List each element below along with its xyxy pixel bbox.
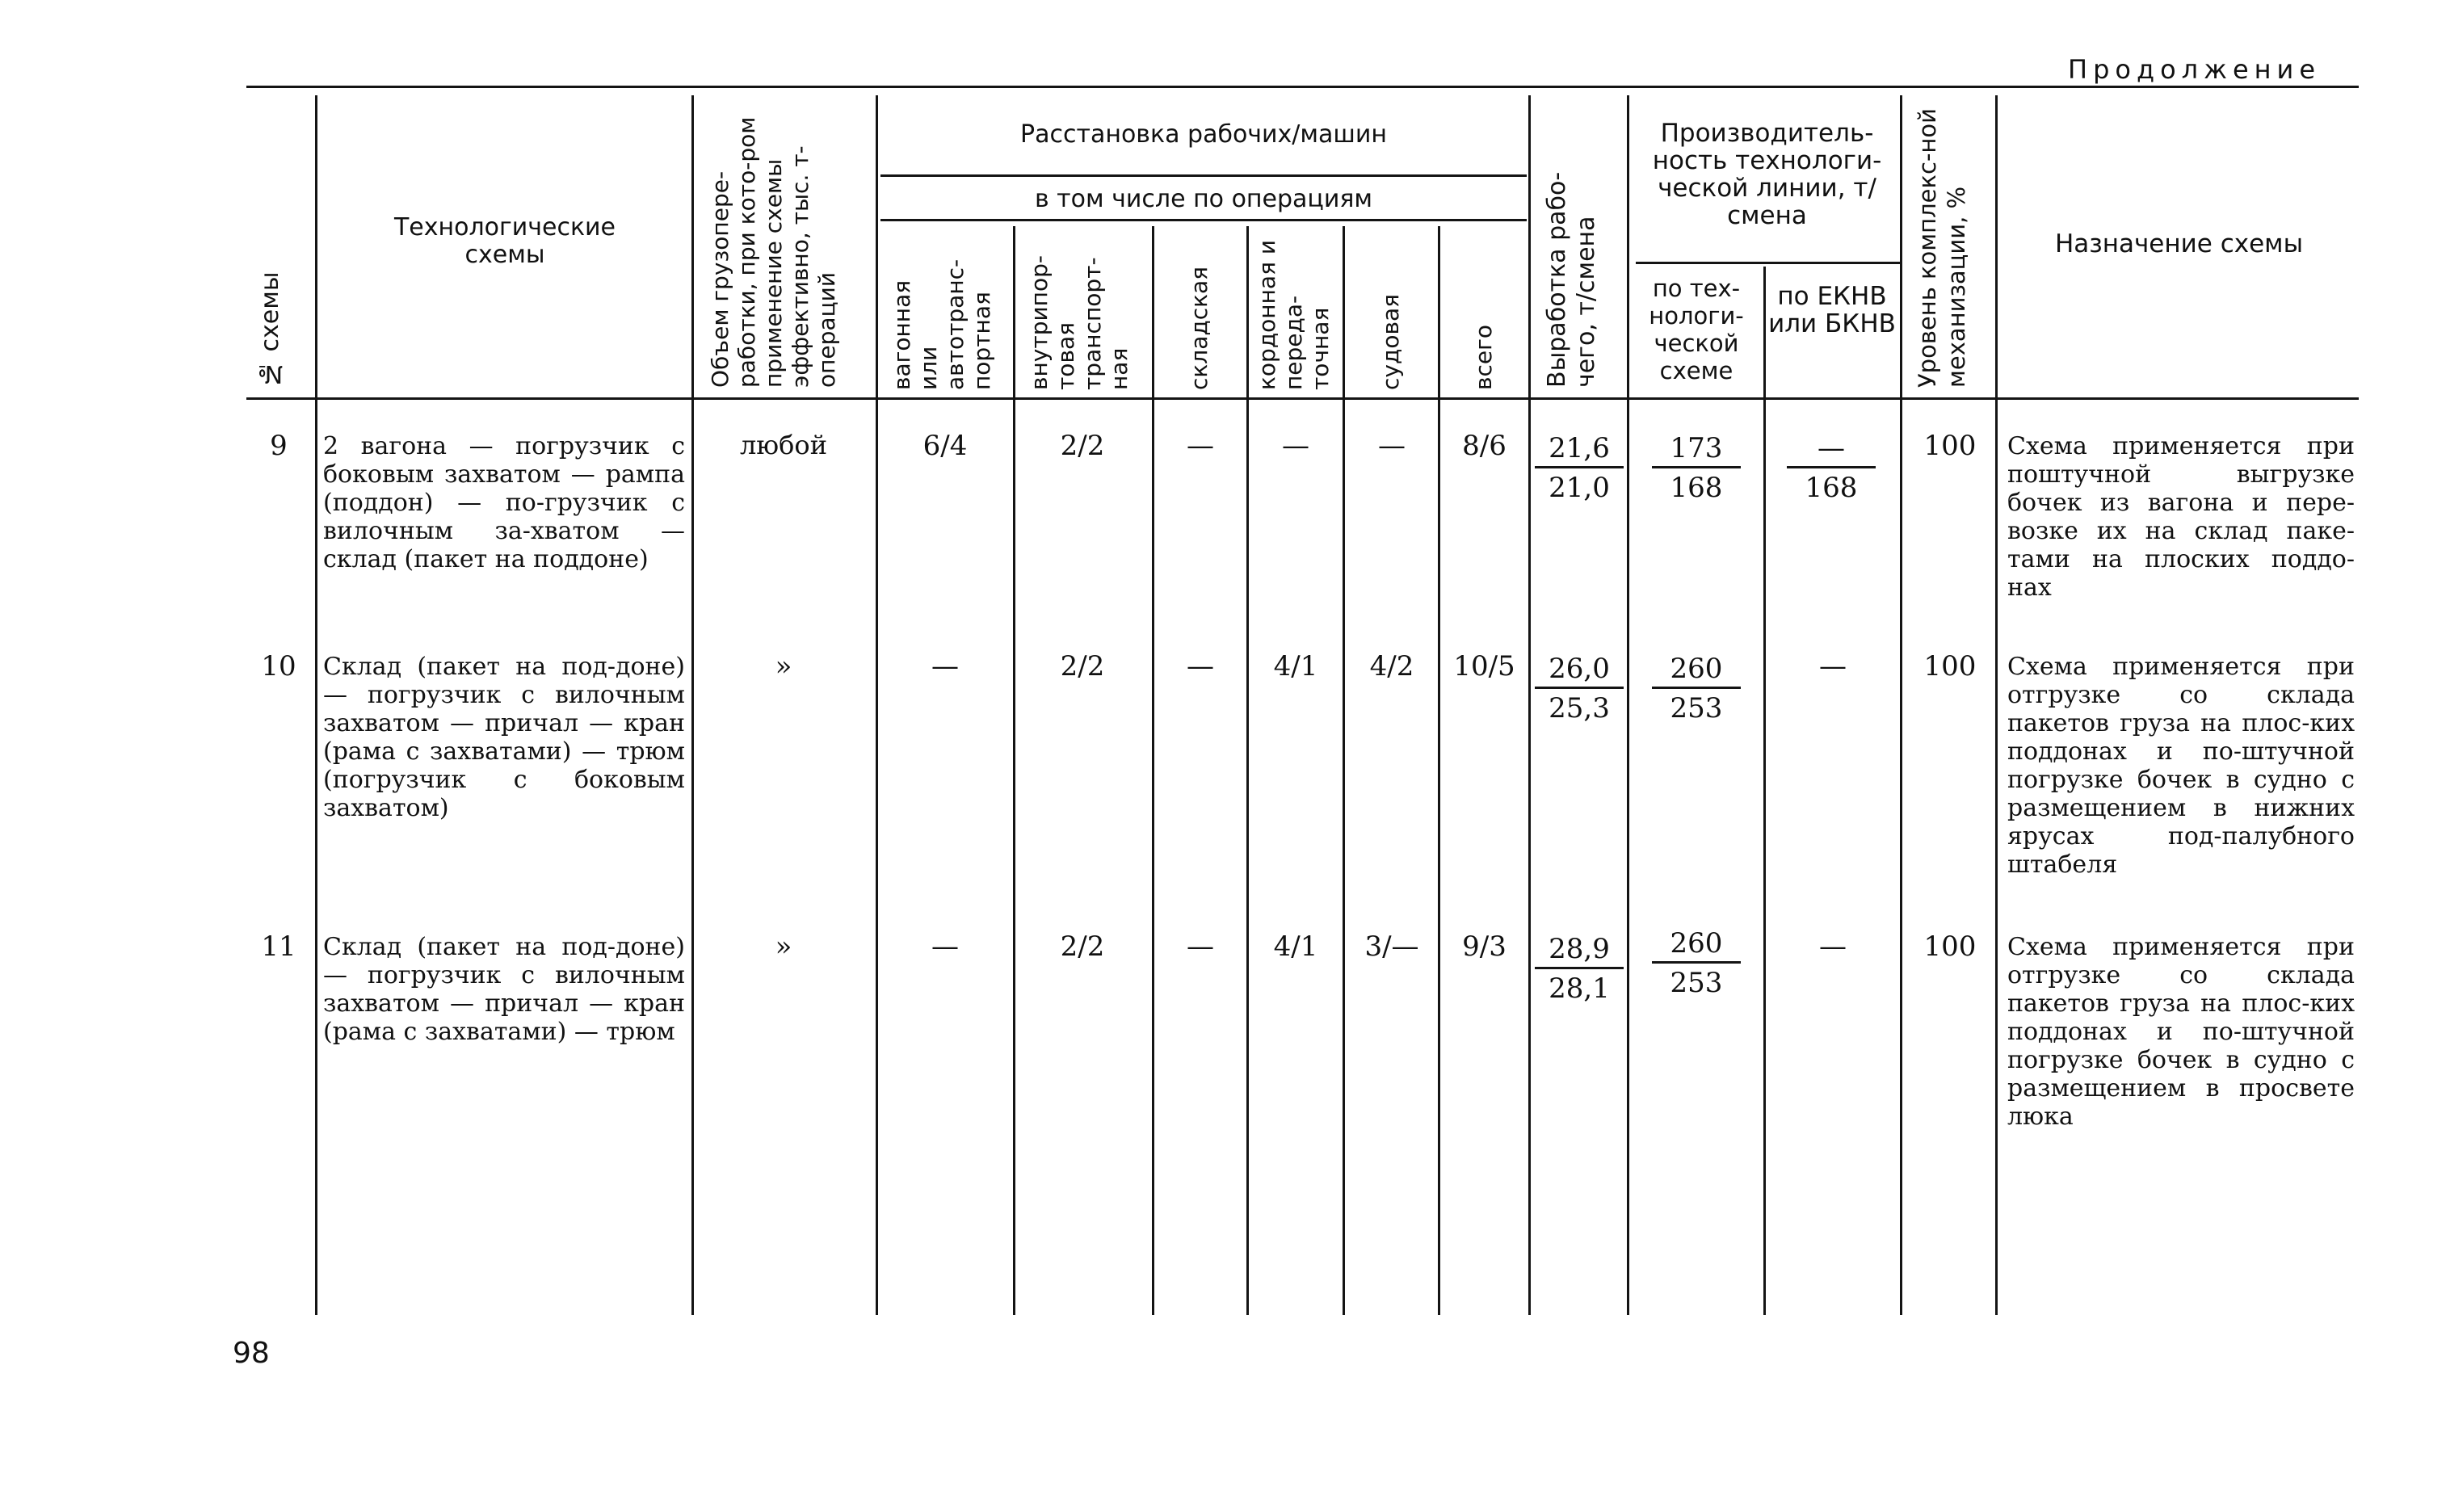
row-11-cordon: 4/1: [1273, 930, 1318, 963]
row-11-productivity-denominator: 253: [1670, 967, 1723, 999]
row-11-mech: 100: [1923, 930, 1977, 963]
row-9-eknv-denominator: 168: [1805, 472, 1858, 504]
header-output: Выработка рабо-чего, т/смена: [1543, 171, 1600, 388]
row-9-output-denominator: 21,0: [1549, 472, 1610, 504]
row-9-cordon: —: [1282, 430, 1309, 462]
subheader-rule-placement: [880, 174, 1527, 177]
row-11-warehouse: —: [1187, 930, 1214, 963]
header-total: всего: [1470, 325, 1497, 390]
row-11-wagon: —: [931, 930, 959, 963]
row-10-scheme: Склад (пакет на под-доне) — погрузчик с вилочным захватом — причал — кран (рама с захватами) — трюм (погрузчик с боковым захватом): [323, 653, 685, 822]
row-10-productivity: [1652, 653, 1741, 724]
header-productivity: Производитель-ность технологи-ческой линии, т/смена: [1652, 119, 1882, 230]
column-rule: [1152, 226, 1154, 1315]
column-rule: [1246, 226, 1249, 1315]
row-11-internal: 2/2: [1060, 930, 1105, 963]
row-10-no: 10: [261, 650, 296, 682]
row-9-scheme: 2 вагона — погрузчик с боковым захватом — рампа (поддон) — по-грузчик с вилочным за-хватом — склад (пакет на поддоне): [323, 432, 685, 573]
header-by-scheme: по тех-нологи-ческой схеме: [1649, 275, 1744, 384]
row-10-output-numerator: 26,0: [1535, 653, 1624, 689]
row-9-internal: 2/2: [1060, 430, 1105, 462]
header-op-wagon: вагонная или автотранс-портная: [889, 258, 995, 390]
header-tech-schemes: Технологические схемы: [393, 213, 616, 269]
column-rule: [1763, 267, 1766, 1315]
header-scheme-no: № схемы: [256, 271, 284, 388]
column-rule: [315, 95, 317, 1315]
row-9-total: 8/6: [1462, 430, 1507, 462]
table-top-rule: [246, 86, 2359, 88]
row-11-eknv: —: [1819, 930, 1847, 963]
row-9-output-numerator: 21,6: [1535, 432, 1624, 468]
row-9-purpose: Схема применяется при поштучной выгрузке бочек из вагона и пере-возке их на склад паке-тами на плоских поддо-нах: [2007, 432, 2355, 602]
row-11-productivity: [1652, 927, 1741, 999]
column-rule: [1900, 95, 1902, 1315]
header-op-warehouse: складская: [1186, 266, 1212, 390]
row-9-ship: —: [1378, 430, 1406, 462]
row-10-volume: »: [775, 650, 792, 682]
header-op-internal: внутрипор-товая транспорт-ная: [1026, 255, 1133, 390]
header-op-ship: судовая: [1377, 294, 1404, 390]
column-rule: [1528, 95, 1531, 1315]
row-9-productivity: [1652, 432, 1741, 504]
header-op-cordon: кордонная и переда-точная: [1254, 239, 1334, 390]
row-9-eknv-numerator: —: [1787, 432, 1876, 468]
row-9-eknv: [1787, 432, 1876, 504]
row-10-output-denominator: 25,3: [1549, 692, 1610, 724]
continuation-label: Продолжение: [2068, 54, 2322, 85]
column-rule: [691, 95, 694, 1315]
column-rule: [1627, 95, 1629, 1315]
row-11-output: [1535, 933, 1624, 1005]
subheader-rule-productivity: [1636, 262, 1902, 264]
row-11-output-denominator: 28,1: [1549, 972, 1610, 1005]
row-10-wagon: —: [931, 650, 959, 682]
row-10-total: 10/5: [1453, 650, 1515, 682]
row-11-no: 11: [261, 930, 296, 963]
row-10-mech: 100: [1923, 650, 1977, 682]
row-9-output: [1535, 432, 1624, 504]
header-bottom-rule: [246, 397, 2359, 400]
row-10-eknv: —: [1819, 650, 1847, 682]
row-11-scheme: Склад (пакет на под-доне) — погрузчик с вилочным захватом — причал — кран (рама с захватами) — трюм: [323, 933, 685, 1046]
row-10-productivity-denominator: 253: [1670, 692, 1723, 724]
subheader-rule-operations: [880, 219, 1527, 221]
column-rule: [1013, 226, 1015, 1315]
row-9-mech: 100: [1923, 430, 1977, 462]
column-rule: [876, 95, 878, 1315]
row-11-volume: »: [775, 930, 792, 963]
row-9-volume: любой: [739, 430, 828, 460]
page-number: 98: [233, 1337, 270, 1370]
row-11-total: 9/3: [1462, 930, 1507, 963]
header-placement: Расстановка рабочих/машин: [1020, 120, 1387, 149]
row-9-warehouse: —: [1187, 430, 1214, 462]
header-purpose: Назначение схемы: [2054, 229, 2304, 258]
row-9-wagon: 6/4: [922, 430, 968, 462]
row-10-cordon: 4/1: [1273, 650, 1318, 682]
column-rule: [1995, 95, 1998, 1315]
row-11-ship: 3/—: [1364, 930, 1419, 963]
row-10-internal: 2/2: [1060, 650, 1105, 682]
row-10-ship: 4/2: [1369, 650, 1414, 682]
row-10-productivity-numerator: 260: [1652, 653, 1741, 689]
row-11-purpose: Схема применяется при отгрузке со склада пакетов груза на плос-ких поддонах и по-штучной погрузке бочек в судно с размещением в просвете люка: [2007, 933, 2355, 1131]
column-rule: [1343, 226, 1345, 1315]
header-mech-level: Уровень комплекс-ной механизации, %: [1914, 108, 1970, 388]
row-9-productivity-denominator: 168: [1670, 472, 1723, 504]
row-11-productivity-numerator: 260: [1652, 927, 1741, 964]
header-including: в том числе по операциям: [1034, 185, 1373, 213]
header-by-eknv: по ЕКНВ или БКНВ: [1768, 282, 1896, 338]
row-10-output: [1535, 653, 1624, 724]
header-volume: Объем грузопере-работки, при кото-ром применение схемы эффективно, тыс. т-операций: [707, 116, 840, 388]
row-9-productivity-numerator: 173: [1652, 432, 1741, 468]
row-9-no: 9: [270, 430, 288, 462]
column-rule: [1438, 226, 1440, 1315]
row-10-purpose: Схема применяется при отгрузке со склада пакетов груза на плос-ких поддонах и по-штучной погрузке бочек в судно с размещением в нижних ярусах под-палубного штабеля: [2007, 653, 2355, 879]
row-11-output-numerator: 28,9: [1535, 933, 1624, 969]
row-10-warehouse: —: [1187, 650, 1214, 682]
